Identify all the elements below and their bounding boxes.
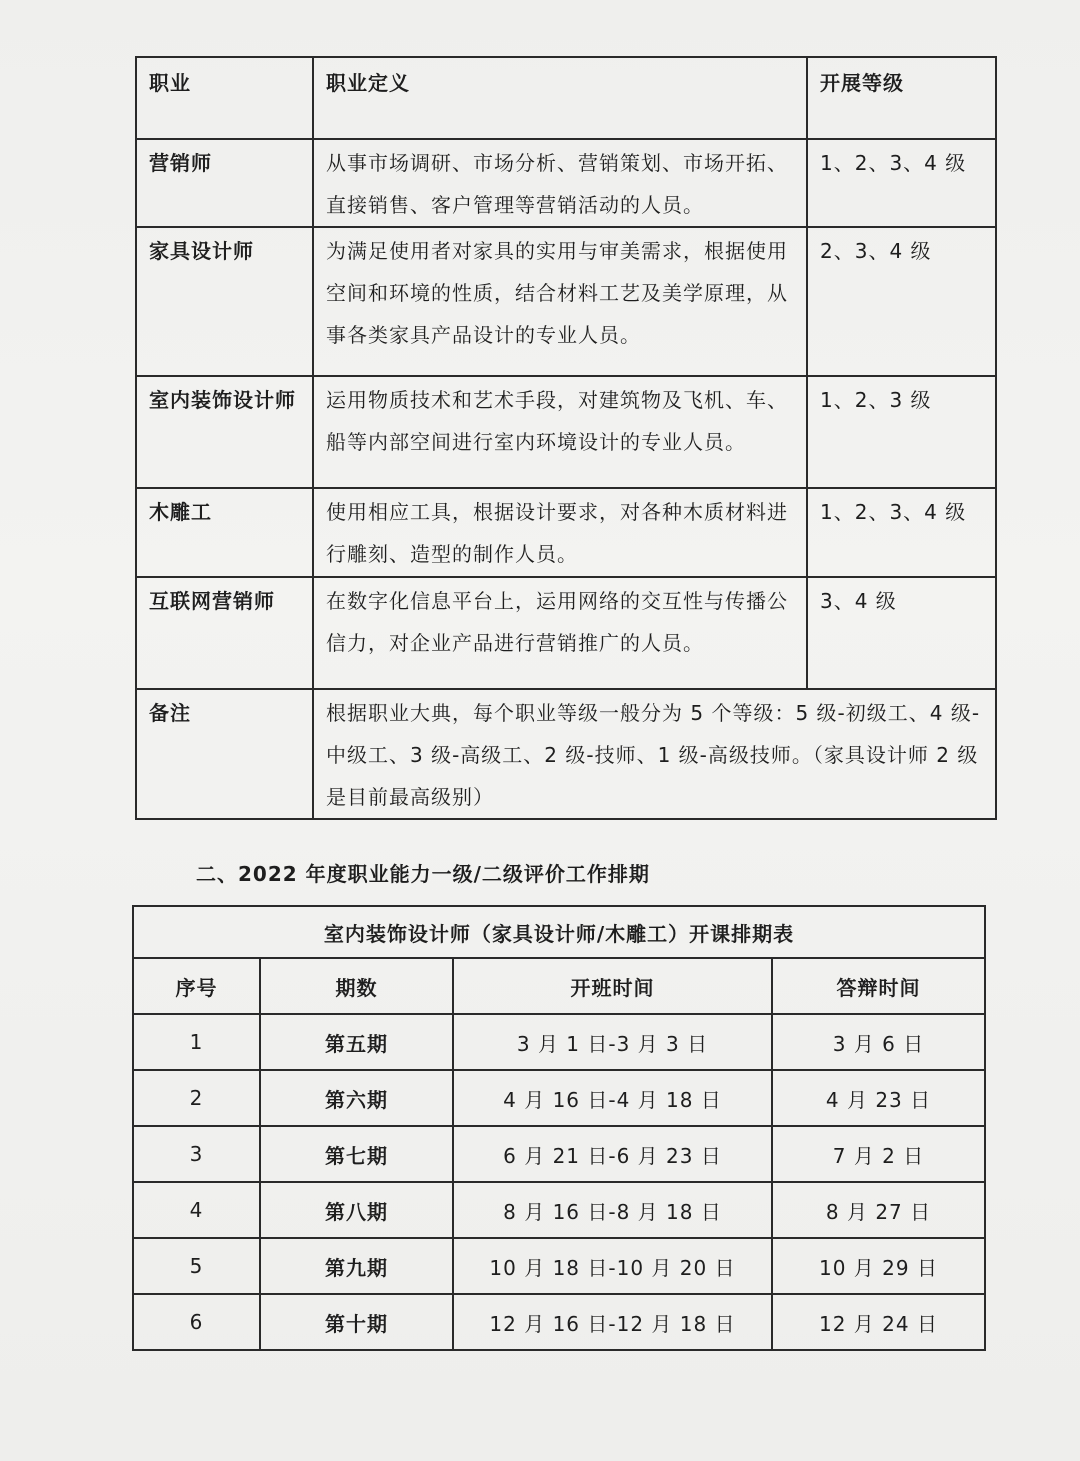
row-period: 第十期 <box>260 1294 453 1350</box>
row-no: 1 <box>133 1014 260 1070</box>
occupation-name: 互联网营销师 <box>136 577 313 689</box>
occupation-definition: 运用物质技术和艺术手段，对建筑物及飞机、车、船等内部空间进行室内环境设计的专业人员。 <box>313 376 807 488</box>
row-defense-time: 12 月 24 日 <box>772 1294 985 1350</box>
occupation-levels: 2、3、4 级 <box>807 227 996 376</box>
schedule-table <box>132 905 986 1351</box>
table-row <box>136 227 996 376</box>
occupation-name: 木雕工 <box>136 488 313 577</box>
remark-label: 备注 <box>136 689 313 819</box>
table-row <box>133 1294 985 1350</box>
row-period: 第九期 <box>260 1238 453 1294</box>
occupation-table-header <box>136 57 996 139</box>
row-class-time: 10 月 18 日-10 月 20 日 <box>453 1238 772 1294</box>
occupation-levels: 1、2、3、4 级 <box>807 139 996 227</box>
row-period: 第五期 <box>260 1014 453 1070</box>
row-period: 第六期 <box>260 1070 453 1126</box>
table-row <box>136 577 996 689</box>
header-definition: 职业定义 <box>313 57 807 139</box>
row-class-time: 12 月 16 日-12 月 18 日 <box>453 1294 772 1350</box>
table-row <box>136 488 996 577</box>
row-defense-time: 4 月 23 日 <box>772 1070 985 1126</box>
table-row <box>133 1182 985 1238</box>
table-row <box>136 376 996 488</box>
occupation-name: 室内装饰设计师 <box>136 376 313 488</box>
occupation-levels: 1、2、3 级 <box>807 376 996 488</box>
row-defense-time: 10 月 29 日 <box>772 1238 985 1294</box>
occupation-definition: 在数字化信息平台上，运用网络的交互性与传播公信力，对企业产品进行营销推广的人员。 <box>313 577 807 689</box>
table-row <box>133 1126 985 1182</box>
occupation-levels: 1、2、3、4 级 <box>807 488 996 577</box>
row-class-time: 8 月 16 日-8 月 18 日 <box>453 1182 772 1238</box>
schedule-title: 室内装饰设计师（家具设计师/木雕工）开课排期表 <box>133 906 985 958</box>
row-period: 第八期 <box>260 1182 453 1238</box>
schedule-title-row <box>133 906 985 958</box>
table-row <box>133 1070 985 1126</box>
table-row <box>133 1238 985 1294</box>
row-class-time: 4 月 16 日-4 月 18 日 <box>453 1070 772 1126</box>
table-row <box>133 1014 985 1070</box>
occupation-name: 营销师 <box>136 139 313 227</box>
remark-text: 根据职业大典，每个职业等级一般分为 5 个等级：5 级-初级工、4 级-中级工、3 级-高级工、2 级-技师、1 级-高级技师。（家具设计师 2 级是目前最高级别） <box>313 689 996 819</box>
schedule-header <box>133 958 985 1014</box>
occupation-definition: 从事市场调研、市场分析、营销策划、市场开拓、直接销售、客户管理等营销活动的人员。 <box>313 139 807 227</box>
remark-row <box>136 689 996 819</box>
header-no: 序号 <box>133 958 260 1014</box>
section-heading: 二、2022 年度职业能力一级/二级评价工作排期 <box>196 862 650 886</box>
header-levels: 开展等级 <box>807 57 996 139</box>
row-defense-time: 8 月 27 日 <box>772 1182 985 1238</box>
occupation-name: 家具设计师 <box>136 227 313 376</box>
row-no: 4 <box>133 1182 260 1238</box>
occupation-definition: 为满足使用者对家具的实用与审美需求，根据使用空间和环境的性质，结合材料工艺及美学原理，从事各类家具产品设计的专业人员。 <box>313 227 807 376</box>
table-row <box>136 139 996 227</box>
header-defense-time: 答辩时间 <box>772 958 985 1014</box>
row-class-time: 3 月 1 日-3 月 3 日 <box>453 1014 772 1070</box>
occupation-definition: 使用相应工具，根据设计要求，对各种木质材料进行雕刻、造型的制作人员。 <box>313 488 807 577</box>
row-class-time: 6 月 21 日-6 月 23 日 <box>453 1126 772 1182</box>
header-occupation: 职业 <box>136 57 313 139</box>
occupation-levels: 3、4 级 <box>807 577 996 689</box>
header-period: 期数 <box>260 958 453 1014</box>
row-defense-time: 7 月 2 日 <box>772 1126 985 1182</box>
occupation-table <box>135 56 997 820</box>
row-period: 第七期 <box>260 1126 453 1182</box>
row-no: 3 <box>133 1126 260 1182</box>
row-defense-time: 3 月 6 日 <box>772 1014 985 1070</box>
row-no: 5 <box>133 1238 260 1294</box>
row-no: 2 <box>133 1070 260 1126</box>
header-class-time: 开班时间 <box>453 958 772 1014</box>
row-no: 6 <box>133 1294 260 1350</box>
